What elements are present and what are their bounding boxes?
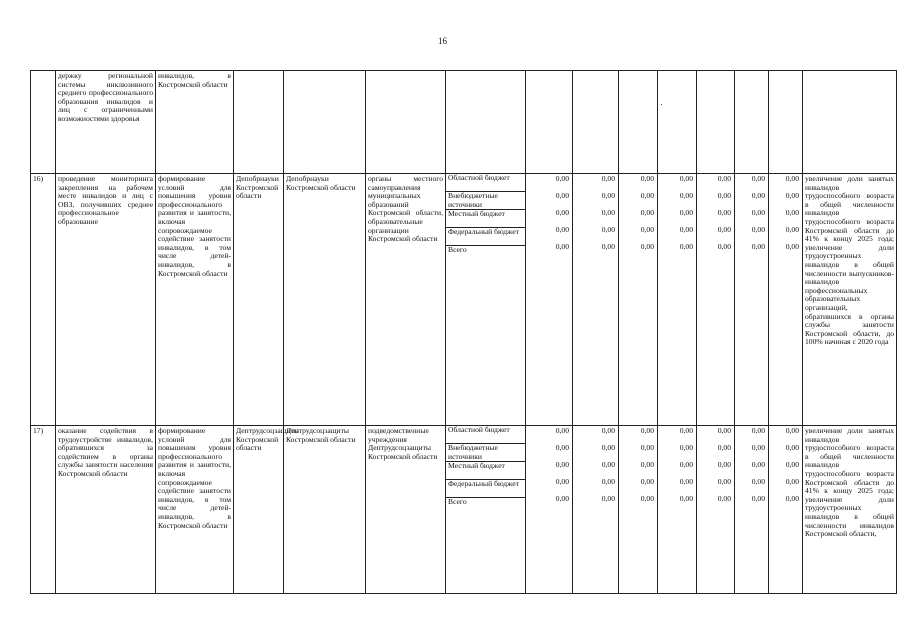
value-cell [697, 71, 735, 174]
department-cell [284, 71, 366, 174]
source-label: Местный бюджет [446, 210, 525, 228]
value-cell: 0,00 0,00 0,00 0,00 0,00 [619, 426, 658, 594]
activity-cell: держку региональной системы инклюзивного среднего профессионального образования инвалидов и лиц с ограниченными возможностями здоровья [56, 71, 156, 174]
value-cell: 0,00 0,00 0,00 0,00 0,00 [619, 174, 658, 426]
value-cell [573, 71, 619, 174]
table-row [31, 426, 897, 594]
goal-cell: формирование условий для повышения уровня профессионального развития и занятости, включая сопровождаемое содействие занятости инвалидов, в том числе детей-инвалидов, в Костромской области [156, 174, 234, 426]
activities-table [30, 70, 897, 594]
executors-cell [366, 71, 446, 174]
row-index-cell [31, 71, 56, 174]
source-label: Внебюджетные источники [446, 444, 525, 462]
source-cell [446, 174, 526, 426]
page-number: 16 [438, 36, 447, 46]
goal-cell: инвалидов, в Костромской области [156, 71, 234, 174]
activity-cell: проведение мониторинга закрепления на рабочем месте инвалидов и лиц с ОВЗ, получивших среднее профессиональное образование [56, 174, 156, 426]
row-index-cell: 17) [31, 426, 56, 594]
value-cell: 0,00 0,00 0,00 0,00 0,00 [658, 174, 697, 426]
result-cell: увеличение доли занятых инвалидов трудоспособного возраста в общей численности инвалидов трудоспособного возраста Костромской области до 41% к концу 2025 года; увеличение доли трудоустроенных инвалидов в общей численности инвалидов Костромской области, [803, 426, 897, 594]
department-cell: Депобрнауки Костромской области [284, 174, 366, 426]
value-cell [619, 71, 658, 174]
department-short-cell [234, 71, 284, 174]
executors-cell: подведомственные учреждения Дептрудсоцзащиты Костромской области [366, 426, 446, 594]
source-cell [446, 71, 526, 174]
value-cell [735, 71, 769, 174]
table-row [31, 174, 897, 426]
value-cell: 0,00 0,00 0,00 0,00 0,00 [697, 426, 735, 594]
executors-cell: органы местного самоуправления муниципальных образований Костромской области, образовательные организации Костромской области [366, 174, 446, 426]
value-cell: 0,00 0,00 0,00 0,00 0,00 [769, 426, 803, 594]
result-cell: увеличение доли занятых инвалидов трудоспособного возраста в общей численности инвалидов трудоспособного возраста Костромской области до 41% к концу 2025 года; увеличение доли трудоустроенных инвалидов в общей численности выпускников-инвалидов профессиональных образовательных организаций, обратившихся в органы службы занятости Костромской области, до 100% начиная с 2020 года [803, 174, 897, 426]
value-cell [526, 71, 573, 174]
value-cell: 0,00 0,00 0,00 0,00 0,00 [526, 426, 573, 594]
department-short-cell: Депобрнауки Костромской области [234, 174, 284, 426]
department-short-cell: Дептрудсоцзащиты Костромской области [234, 426, 284, 594]
value-cell [769, 71, 803, 174]
result-cell [803, 71, 897, 174]
value-cell: 0,00 0,00 0,00 0,00 0,00 [658, 426, 697, 594]
source-label: Всего [448, 245, 467, 255]
source-label: Внебюджетные источники [446, 192, 525, 210]
source-label: Областной бюджет [446, 174, 525, 192]
value-cell: 0,00 0,00 0,00 0,00 0,00 [526, 174, 573, 426]
source-label: Местный бюджет [446, 462, 525, 480]
source-label: Всего [448, 497, 467, 507]
source-label: Федеральный бюджет [446, 480, 525, 498]
value-cell: 0,00 0,00 0,00 0,00 0,00 [573, 426, 619, 594]
table-row-continued [31, 71, 897, 174]
activity-cell: оказание содействия в трудоустройстве инвалидов, обратившихся за содействием в органы службы занятости населения Костромской области [56, 426, 156, 594]
value-cell: 0,00 0,00 0,00 0,00 0,00 [735, 426, 769, 594]
value-cell: 0,00 0,00 0,00 0,00 0,00 [573, 174, 619, 426]
source-cell [446, 426, 526, 594]
goal-cell: формирование условий для повышения уровня профессионального развития и занятости, включая сопровождаемое содействие занятости инвалидов, в том числе детей-инвалидов, в Костромской области [156, 426, 234, 594]
department-cell: Дептрудсоцзащиты Костромской области [284, 426, 366, 594]
row-index-cell: 16) [31, 174, 56, 426]
source-label: Областной бюджет [446, 426, 525, 444]
value-cell: 0,00 0,00 0,00 0,00 0,00 [769, 174, 803, 426]
source-label: Федеральный бюджет [446, 228, 525, 246]
value-cell [658, 71, 697, 174]
value-cell: 0,00 0,00 0,00 0,00 0,00 [735, 174, 769, 426]
value-cell: 0,00 0,00 0,00 0,00 0,00 [697, 174, 735, 426]
scan-speck [661, 104, 662, 105]
